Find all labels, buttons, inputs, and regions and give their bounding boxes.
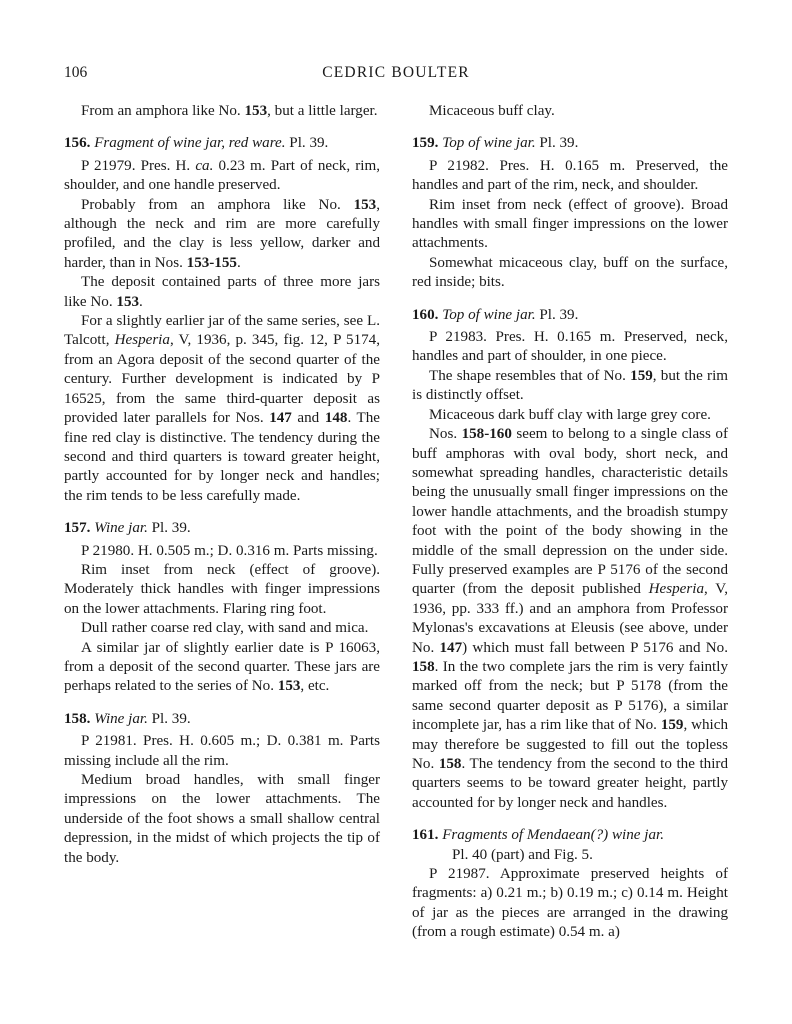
- entry-title: Top of wine jar.: [442, 306, 536, 323]
- catalogue-entry-heading: 160. Top of wine jar. Pl. 39.: [412, 306, 579, 323]
- page-number: 106: [64, 64, 88, 81]
- paragraph: The shape resembles that of No. 159, but the rim is distinctly offset.: [412, 367, 728, 404]
- entry-number: 156.: [64, 135, 91, 152]
- paragraph: Dull rather coarse red clay, with sand and mica.: [81, 620, 369, 637]
- paragraph: P 21983. Pres. H. 0.165 m. Preserved, neck, handles and part of shoulder, in one piece.: [412, 329, 728, 365]
- paragraph: Rim inset from neck (effect of groove). Moderately thick handles with finger impressions on the lower attachments. Flaring ring foot.: [64, 561, 380, 617]
- paragraph: P 21981. Pres. H. 0.605 m.; D. 0.381 m. Parts missing include all the rim.: [64, 733, 380, 769]
- paragraph: Micaceous buff clay.: [429, 103, 555, 119]
- entry-number: 157.: [64, 520, 91, 537]
- left-column: [64, 102, 380, 868]
- catalogue-entry-heading: 157. Wine jar. Pl. 39.: [64, 520, 191, 537]
- paragraph: Micaceous dark buff clay with large grey core.: [429, 406, 711, 423]
- catalogue-entry-heading: 159. Top of wine jar. Pl. 39.: [412, 135, 579, 152]
- paragraph: P 21987. Approximate preserved heights of fragments: a) 0.21 m.; b) 0.19 m.; c) 0.14 m. Height of jar as the pieces are arranged in the drawing (from a rough estimate) 0.54 m. a): [412, 866, 728, 941]
- paragraph: Nos. 158-160 seem to belong to a single class of buff amphoras with oval body, short neck, and somewhat spreading handles, characteristic details being the unusually small finger impressions on the lower handle attachments, and the broadish stumpy foot with the point of the body showing in the middle of the small depression on the under side. Fully preserved examples are P 5176 of the second quarter (from the deposit published Hesperia, V, 1936, pp. 333 ff.) and an amphora from Professor Mylonas's excavations at Eleusis (see above, under No. 147) which must fall between P 5176 and No. 158. In the two complete jars the rim is very faintly marked off from the neck; but P 5178 (from the same second quarter deposit as P 5176), a similar incomplete jar, has a rim like that of No. 159, which may therefore be suggested to fill out the topless No. 158. The tendency from the second to the third quarters seems to be toward greater height, partly accounted for by longer neck and handles.: [412, 426, 729, 811]
- paragraph: P 21980. H. 0.505 m.; D. 0.316 m. Parts missing.: [81, 542, 378, 559]
- entry-title: Wine jar.: [94, 520, 148, 537]
- plate-reference: Pl. 40 (part) and Fig. 5.: [452, 846, 593, 863]
- entry-number: 160.: [412, 306, 439, 323]
- paragraph: The deposit contained parts of three more jars like No. 153.: [64, 274, 380, 310]
- paragraph: P 21982. Pres. H. 0.165 m. Preserved, the handles and part of the rim, neck, and shoulder.: [412, 157, 728, 194]
- running-head: CEDRIC BOULTER: [322, 64, 470, 81]
- paragraph: From an amphora like No. 153, but a little larger.: [81, 103, 378, 119]
- page-header: [64, 64, 728, 84]
- entry-title: Top of wine jar.: [442, 135, 536, 152]
- catalogue-entry-heading: 158. Wine jar. Pl. 39.: [64, 710, 191, 727]
- paragraph: P 21979. Pres. H. ca. 0.23 m. Part of neck, rim, shoulder, and one handle preserved.: [64, 157, 380, 194]
- catalogue-entry-heading: [412, 826, 728, 845]
- entry-number: 161.: [412, 827, 439, 844]
- entry-number: 159.: [412, 135, 439, 152]
- right-column: [412, 102, 728, 943]
- paragraph: A similar jar of slightly earlier date is P 16063, from a deposit of the second quarter. These jars are perhaps related to the series of No. 153, etc.: [64, 639, 380, 695]
- catalogue-entry-heading: 156. Fragment of wine jar, red ware. Pl. 39.: [64, 135, 329, 152]
- paragraph: Rim inset from neck (effect of groove). Broad handles with small finger impressions on the lower attachments.: [412, 196, 728, 252]
- paragraph: For a slightly earlier jar of the same series, see L. Talcott, Hesperia, V, 1936, p. 345, fig. 12, P 5174, from an Agora deposit of the second quarter of the century. Further development is indicated by P 16525, from the same third-quarter deposit as provided later parallels for Nos. 147 and 148. The fine red clay is distinctive. The tendency during the second and third quarters is toward greater height, partly accounted for by longer neck and handles; the rim tends to be less carefully made.: [64, 313, 381, 504]
- paragraph: Somewhat micaceous clay, buff on the surface, red inside; bits.: [412, 254, 728, 291]
- paragraph: Medium broad handles, with small finger impressions on the lower attachments. The underside of the foot shows a small shallow central depression, in the midst of which projects the tip of the body.: [64, 772, 380, 866]
- entry-title: Fragments of Mendaean(?) wine jar.: [442, 827, 664, 844]
- entry-number: 158.: [64, 710, 91, 727]
- paragraph: Probably from an amphora like No. 153, although the neck and rim are more carefully profiled, and the clay is less yellow, darker and harder, than in Nos. 153-155.: [64, 196, 380, 271]
- entry-title: Wine jar.: [94, 710, 148, 727]
- entry-title: Fragment of wine jar, red ware.: [94, 135, 286, 152]
